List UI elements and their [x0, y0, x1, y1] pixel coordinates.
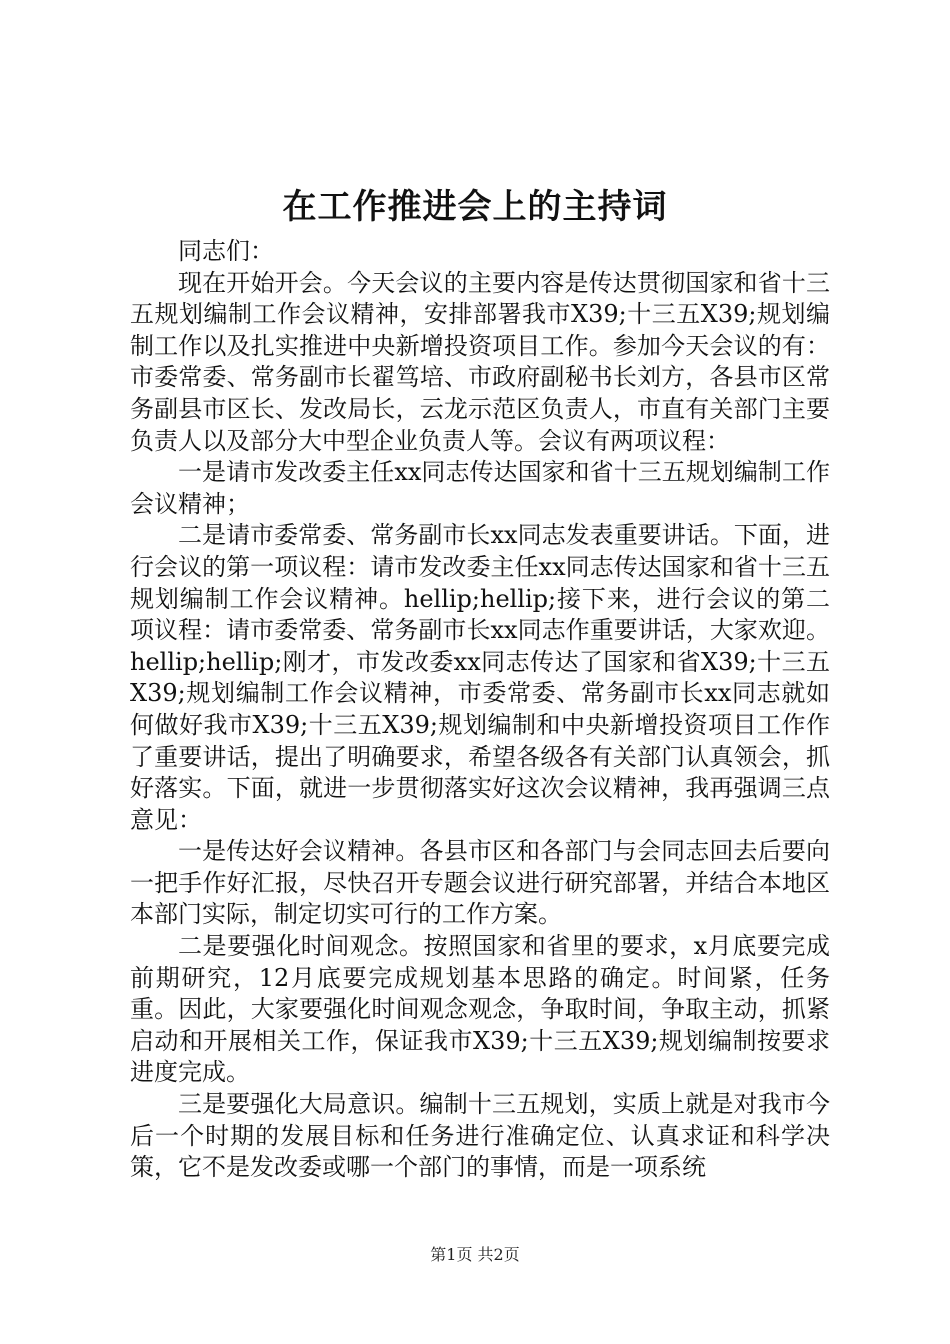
- agenda-item-2-paragraph: 二是请市委常委、常务副市长xx同志发表重要讲话。下面，进行会议的第一项议程：请市发改委主任xx同志传达国家和省十三五规划编制工作会议精神。hellip;hellip;接下来，进行会议的第二项议程：请市委常委、常务副市长xx同志作重要讲话，大家欢迎。hellip;hellip;刚才，市发改委xx同志传达了国家和省X39;十三五X39;规划编制工作会议精神，市委常委、常务副市长xx同志就如何做好我市X39;十三五X39;规划编制和中央新增投资项目工作作了重要讲话，提出了明确要求，希望各级各有关部门认真领会，抓好落实。下面，就进一步贯彻落实好这次会议精神，我再强调三点意见：: [130, 521, 830, 834]
- page-footer: 第1页 共2页: [430, 1245, 520, 1264]
- point-1-paragraph: 一是传达好会议精神。各县市区和各部门与会同志回去后要向一把手作好汇报，尽快召开专题会议进行研究部署，并结合本地区本部门实际，制定切实可行的工作方案。: [130, 837, 830, 929]
- greeting-paragraph: 同志们：: [178, 237, 274, 265]
- point-2-paragraph: 二是要强化时间观念。按照国家和省里的要求，x月底要完成前期研究，12月底要完成规划基本思路的确定。时间紧，任务重。因此，大家要强化时间观念观念，争取时间，争取主动，抓紧启动和开展相关工作，保证我市X39;十三五X39;规划编制按要求进度完成。: [130, 932, 830, 1087]
- opening-paragraph: 现在开始开会。今天会议的主要内容是传达贯彻国家和省十三五规划编制工作会议精神，安排部署我市X39;十三五X39;规划编制工作以及扎实推进中央新增投资项目工作。参加今天会议的有：市委常委、常务副市长翟笃培、市政府副秘书长刘方，各县市区常务副县市区长、发改局长，云龙示范区负责人，市直有关部门主要负责人以及部分大中型企业负责人等。会议有两项议程：: [130, 268, 830, 455]
- point-3-paragraph: 三是要强化大局意识。编制十三五规划，实质上就是对我市今后一个时期的发展目标和任务进行准确定位、认真求证和科学决策，它不是发改委或哪一个部门的事情，而是一项系统: [130, 1090, 830, 1182]
- document-title: 在工作推进会上的主持词: [282, 187, 668, 227]
- agenda-item-1-paragraph: 一是请市发改委主任xx同志传达国家和省十三五规划编制工作会议精神；: [130, 458, 830, 518]
- document-body: [130, 236, 830, 1184]
